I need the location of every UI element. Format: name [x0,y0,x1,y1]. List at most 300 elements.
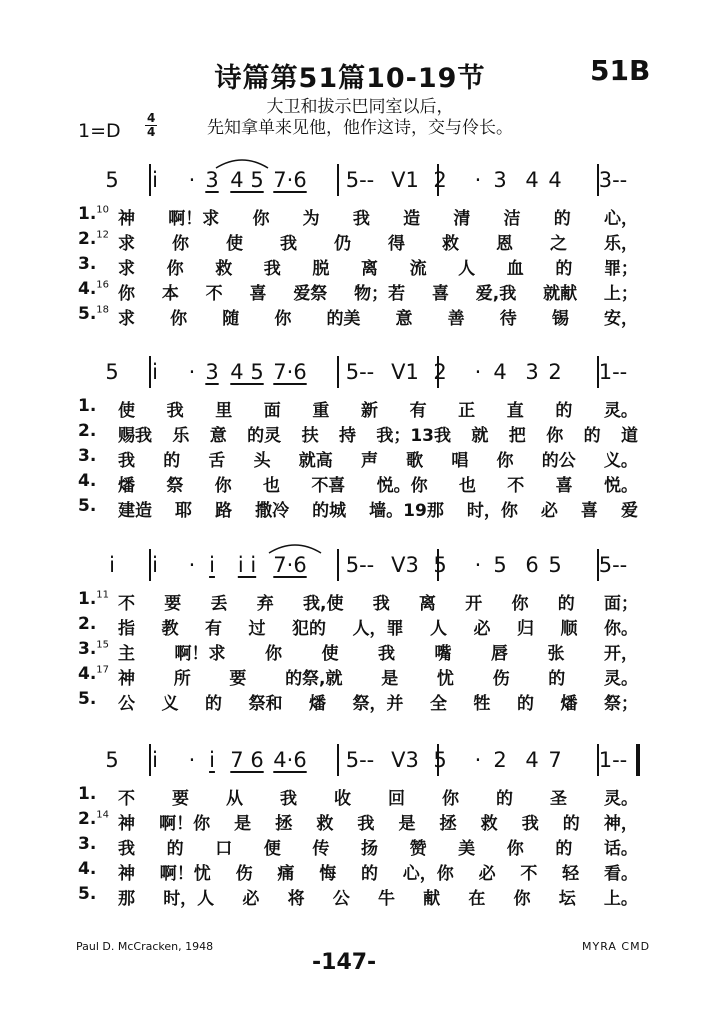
lyric-syllable: 赞 [409,839,427,859]
lyric-syllable: 从 [226,789,243,809]
lyric-syllable: 本 [161,284,179,304]
lyric-syllable: 我 [352,209,370,229]
note: 2 [493,748,507,772]
lyric-syllable: 美 [458,839,476,859]
note: V3 [391,748,419,772]
lyric-syllable: 待 [499,309,517,329]
verse-number [78,664,109,684]
lyric-syllable: 的 [166,839,184,859]
verse-number [78,304,109,324]
lyric-syllable: 丢 [210,594,228,614]
lyric-text [118,809,638,834]
note: 7·6 [273,553,307,577]
lyric-syllable: 就 [471,426,489,446]
lyric-syllable: 是 [234,814,252,834]
note: 3 [525,360,539,384]
note: 1-- [598,748,628,772]
lyric-text [118,204,638,229]
lyric-syllable: 求 [118,259,135,279]
lyric-syllable: 时，人 [163,889,215,909]
lyric-syllable: 造 [403,209,421,229]
lyric-syllable: 神 [118,669,135,689]
note: 4 [548,168,562,192]
time-signature [145,112,157,139]
verse-line [0,304,717,330]
verse-number-label: 4. [78,471,97,491]
final-barline [636,744,640,776]
lyric-syllable: 公 [118,694,135,714]
lyric-text [118,589,638,614]
lyric-syllable: 有 [409,401,427,421]
verse-number-label: 3. [78,639,97,659]
lyric-syllable: 意 [395,309,413,329]
lyric-syllable: 救 [316,814,334,834]
lyric-syllable: 不 [520,864,538,884]
lyric-syllable: 牲 [473,694,491,714]
lyric-syllable: 啊！求 [174,644,226,664]
verse-number-label: 3. [78,446,97,466]
lyric-syllable: 我 [521,814,539,834]
slur [212,156,272,170]
lyric-syllable: 的公 [541,451,576,471]
lyric-syllable: 忧 [436,669,454,689]
lyric-syllable: 歌 [406,451,424,471]
lyric-syllable: 的 [205,694,222,714]
lyric-text [118,279,638,304]
lyric-syllable: 为 [302,209,320,229]
lyric-text [118,784,638,809]
lyric-syllable: 的 [517,694,534,714]
barline [337,744,339,776]
lyric-syllable: 灵。 [604,789,638,809]
verse-number-label: 5. [78,304,97,324]
tune-name: MYRA CMD [582,940,651,953]
lyric-syllable: 爱 [620,501,638,521]
lyric-syllable: 人，罪 [352,619,404,639]
lyric-syllable: 你 [170,309,188,329]
note: 5 [548,553,562,577]
lyric-syllable: 你 [506,839,524,859]
lyric-syllable: 的 [360,864,378,884]
lyric-syllable: 痛 [277,864,295,884]
lyric-syllable: 所 [173,669,191,689]
verse-line [0,396,717,422]
lyric-syllable: 义。 [603,451,638,471]
note: · [188,360,196,384]
lyric-syllable: 就献 [543,284,578,304]
lyric-syllable: 面 [263,401,281,421]
lyric-syllable: 的 [583,426,601,446]
lyric-syllable: 你 [274,309,292,329]
verse-number-label: 1. [78,204,97,224]
verse-line [0,859,717,885]
lyric-syllable: 安， [603,309,638,329]
lyric-syllable: 啊！你 [159,814,211,834]
lyric-syllable: 得 [388,234,405,254]
note: 3-- [598,168,628,192]
composer-credit: Paul D. McCracken, 1948 [76,940,214,953]
note: i̇ [152,168,158,192]
lyric-syllable: 洁 [503,209,521,229]
lyric-syllable: 必 [242,889,260,909]
hymn-number: 51B [590,54,651,87]
lyric-syllable: 我 [372,594,390,614]
lyric-syllable: 我 [166,401,184,421]
lyric-text [118,884,638,909]
lyric-syllable: 喜 [249,284,267,304]
lyric-syllable: 便 [263,839,281,859]
lyric-syllable: 善 [447,309,465,329]
lyric-syllable: 重 [312,401,330,421]
lyric-syllable: 全 [430,694,447,714]
lyric-syllable: 要 [229,669,247,689]
lyric-syllable: 的 [555,401,573,421]
verse-number [78,784,96,804]
lyric-syllable: 指 [118,619,135,639]
lyric-syllable: 你 [513,889,531,909]
lyric-syllable: 爱祭 [293,284,328,304]
lyric-syllable: 我 [263,259,281,279]
lyric-syllable: 悔 [319,864,337,884]
subtitle-line-2: 先知拿单来见他，他作这诗，交与伶长。 [207,118,513,138]
lyric-syllable: 你 [442,789,459,809]
note: 4 5 [230,360,264,384]
lyric-syllable: 收 [334,789,351,809]
lyric-syllable: 是 [398,814,416,834]
note: 5-- [345,553,375,577]
lyric-syllable: 扶 [301,426,319,446]
lyric-syllable: 新 [360,401,378,421]
note: 5-- [345,168,375,192]
lyric-syllable: 乐 [172,426,190,446]
verse-line [0,834,717,860]
lyric-syllable: 开 [465,594,483,614]
note: 7·6 [273,168,307,192]
lyric-syllable: 看。 [603,864,638,884]
verse-number [78,884,96,904]
note: · [188,748,196,772]
lyric-syllable: 义 [161,694,179,714]
page-number: -147- [312,950,377,975]
subtitle-line-1: 大卫和拔示巴同室以后， [266,97,454,117]
verse-number-label: 5. [78,496,97,516]
lyric-text [118,859,638,884]
note: V1 [391,360,419,384]
lyric-syllable: 之 [550,234,567,254]
lyric-syllable: 话。 [603,839,638,859]
lyric-text [118,396,638,421]
lyric-syllable: 爱,我 [475,284,517,304]
note: 4·6 [273,748,307,772]
lyric-text [118,496,638,521]
lyric-syllable: 路 [215,501,233,521]
verse-number-label: 3. [78,254,97,274]
lyric-syllable: 的 [548,669,566,689]
note: 4 [525,168,539,192]
note: 4 5 [230,168,264,192]
verse-number-label: 2. [78,229,97,249]
lyric-syllable: 清 [453,209,471,229]
lyric-syllable: 开， [604,644,638,664]
lyric-syllable: 教 [161,619,179,639]
lyric-syllable: 神 [118,209,135,229]
verse-line [0,446,717,472]
verse-number-label: 1. [78,396,97,416]
lyric-syllable: 祭 [166,476,184,496]
lyric-syllable: 里 [215,401,233,421]
lyric-syllable: 血 [506,259,524,279]
lyric-syllable: 我 [280,234,297,254]
note: 3 [493,168,507,192]
lyric-syllable: 伤 [492,669,510,689]
verse-reference: 14 [96,809,110,821]
lyric-syllable: 你 [546,426,564,446]
verse-number-label: 5. [78,689,97,709]
lyric-syllable: 要 [164,594,182,614]
note: i̇ [152,360,158,384]
lyric-text [118,254,638,279]
lyric-syllable: 求 [118,309,135,329]
verse-number [78,421,96,441]
lyric-syllable: 随 [222,309,240,329]
lyric-syllable: 有 [205,619,222,639]
lyric-syllable: 必 [478,864,496,884]
lyric-syllable: 你 [511,594,529,614]
verse-line [0,689,717,715]
lyric-syllable: 公 [332,889,350,909]
lyric-text [118,229,638,254]
note: 2 [433,360,447,384]
note: 7 [548,748,562,772]
verse-line [0,614,717,640]
note: 3 [205,168,219,192]
lyric-syllable: 不 [118,789,135,809]
lyric-syllable: 罪； [603,259,638,279]
hymn-title: 诗篇第51篇10-19节 [214,63,486,94]
lyric-syllable: 我,使 [303,594,344,614]
note: 5-- [345,360,375,384]
note: 4 [493,360,507,384]
note: i̇ [109,553,115,577]
verse-number [78,859,96,879]
note: · [188,168,196,192]
lyric-syllable: 锡 [551,309,569,329]
note: 4 [525,748,539,772]
lyric-syllable: 神 [118,814,135,834]
lyric-syllable: 的 [557,594,575,614]
lyric-syllable: 撒冷 [255,501,290,521]
lyric-syllable: 上； [603,284,638,304]
verse-line [0,664,717,690]
verse-line [0,589,717,615]
lyric-syllable: 犯的 [292,619,326,639]
lyric-syllable: 唱 [451,451,469,471]
lyric-syllable: 唇 [491,644,508,664]
verse-reference: 10 [96,204,110,216]
lyric-syllable: 悦。 [603,476,638,496]
lyric-syllable: 使 [226,234,243,254]
lyric-syllable: 喜 [580,501,598,521]
lyric-syllable: 我 [357,814,375,834]
lyric-syllable: 啊！忧 [159,864,211,884]
key-signature: 1=D [78,120,121,142]
lyric-syllable: 恩 [496,234,513,254]
time-top: 4 [147,111,156,125]
verse-line [0,279,717,305]
lyric-syllable: 回 [388,789,405,809]
verse-number [78,254,96,274]
lyric-syllable: 人 [458,259,476,279]
lyric-syllable: 我 [378,644,395,664]
lyric-syllable: 使 [321,644,339,664]
note: i̇ [152,553,158,577]
verse-number [78,229,109,249]
note: 7·6 [273,360,307,384]
verse-number [78,496,96,516]
lyric-syllable: 的祭,就 [285,669,343,689]
lyric-syllable: 的灵 [247,426,282,446]
lyric-syllable: 神 [118,864,135,884]
verse-line [0,204,717,230]
lyric-syllable: 使 [118,401,135,421]
lyric-syllable: 啊！求 [168,209,220,229]
verse-number-label: 2. [78,614,97,634]
lyric-syllable: 时，你 [466,501,518,521]
lyric-syllable: 你 [166,259,184,279]
verse-line [0,471,717,497]
lyric-syllable: 的城 [312,501,347,521]
lyric-syllable: 你 [252,209,270,229]
lyric-syllable: 传 [312,839,330,859]
verse-line [0,496,717,522]
note: 5 [105,748,119,772]
verse-number [78,834,96,854]
lyric-text [118,639,638,664]
lyric-syllable: 就高 [298,451,333,471]
lyric-syllable: 的 [553,209,571,229]
lyric-syllable: 心， [603,209,638,229]
lyric-syllable: 嘴 [434,644,452,664]
lyric-syllable: 灵。 [603,669,638,689]
lyric-syllable: 那 [118,889,135,909]
verse-number [78,689,96,709]
lyric-text [118,446,638,471]
lyric-syllable: 我；13我 [376,426,452,446]
lyric-syllable: 直 [506,401,524,421]
barline [337,356,339,388]
notation-row [0,545,717,585]
verse-number [78,446,96,466]
lyric-syllable: 你。 [604,619,638,639]
lyric-syllable: 喜 [555,476,573,496]
lyric-text [118,614,638,639]
lyric-syllable: 你 [118,284,135,304]
lyric-syllable: 张 [547,644,565,664]
lyric-syllable: 建造 [118,501,152,521]
lyric-syllable: 乐， [604,234,638,254]
verse-reference: 12 [96,229,110,241]
lyric-text [118,834,638,859]
note: i̇ [152,748,158,772]
verse-line [0,254,717,280]
lyric-syllable: 道 [620,426,638,446]
lyric-syllable: 心，你 [402,864,454,884]
verse-number [78,639,109,659]
lyric-syllable: 的 [163,451,181,471]
verse-number [78,204,109,224]
notation-row [0,352,717,392]
lyric-text [118,421,638,446]
lyric-syllable: 的 [562,814,580,834]
lyric-syllable: 墙。19那 [369,501,444,521]
lyric-syllable: 持 [338,426,356,446]
note: 7 6 [230,748,264,772]
note: V3 [391,553,419,577]
verse-line [0,884,717,910]
note: 5 [105,168,119,192]
lyric-syllable: 主 [118,644,135,664]
lyric-text [118,471,638,496]
lyric-syllable: 人 [430,619,447,639]
lyric-syllable: 的 [555,259,573,279]
verse-number [78,809,109,829]
verse-number-label: 2. [78,421,97,441]
lyric-syllable: 必 [540,501,558,521]
note: 3 [205,360,219,384]
lyric-syllable: 喜 [431,284,449,304]
verse-number-label: 1. [78,589,97,609]
lyric-syllable: 正 [458,401,476,421]
lyric-syllable: 口 [215,839,233,859]
note: 1-- [598,360,628,384]
note: · [474,553,482,577]
barline [337,164,339,196]
lyric-syllable: 是 [381,669,399,689]
lyric-syllable: 顺 [560,619,578,639]
note: · [474,168,482,192]
lyric-syllable: 拯 [275,814,293,834]
verse-line [0,809,717,835]
note: 5-- [345,748,375,772]
verse-reference: 17 [96,664,110,676]
lyric-syllable: 我 [118,451,135,471]
lyric-syllable: 必 [473,619,491,639]
note: 5 [105,360,119,384]
lyric-syllable: 神， [603,814,638,834]
note: i̇ [209,553,215,577]
note: · [188,553,196,577]
lyric-syllable: 求 [118,234,135,254]
lyric-syllable: 燔 [118,476,135,496]
lyric-syllable: 拯 [439,814,457,834]
slur [265,541,325,555]
lyric-text [118,689,638,714]
lyric-syllable: 归 [517,619,534,639]
lyric-syllable: 的 [496,789,513,809]
lyric-syllable: 救 [215,259,233,279]
lyric-syllable: 也 [458,476,476,496]
lyric-syllable: 圣 [550,789,567,809]
lyric-syllable: 脱 [312,259,330,279]
lyric-syllable: 不喜 [311,476,346,496]
note: V1 [391,168,419,192]
lyric-syllable: 你 [496,451,514,471]
verse-number-label: 5. [78,884,97,904]
note: 5-- [598,553,628,577]
note: 5 [433,748,447,772]
lyric-syllable: 上。 [603,889,638,909]
verse-number-label: 4. [78,859,97,879]
